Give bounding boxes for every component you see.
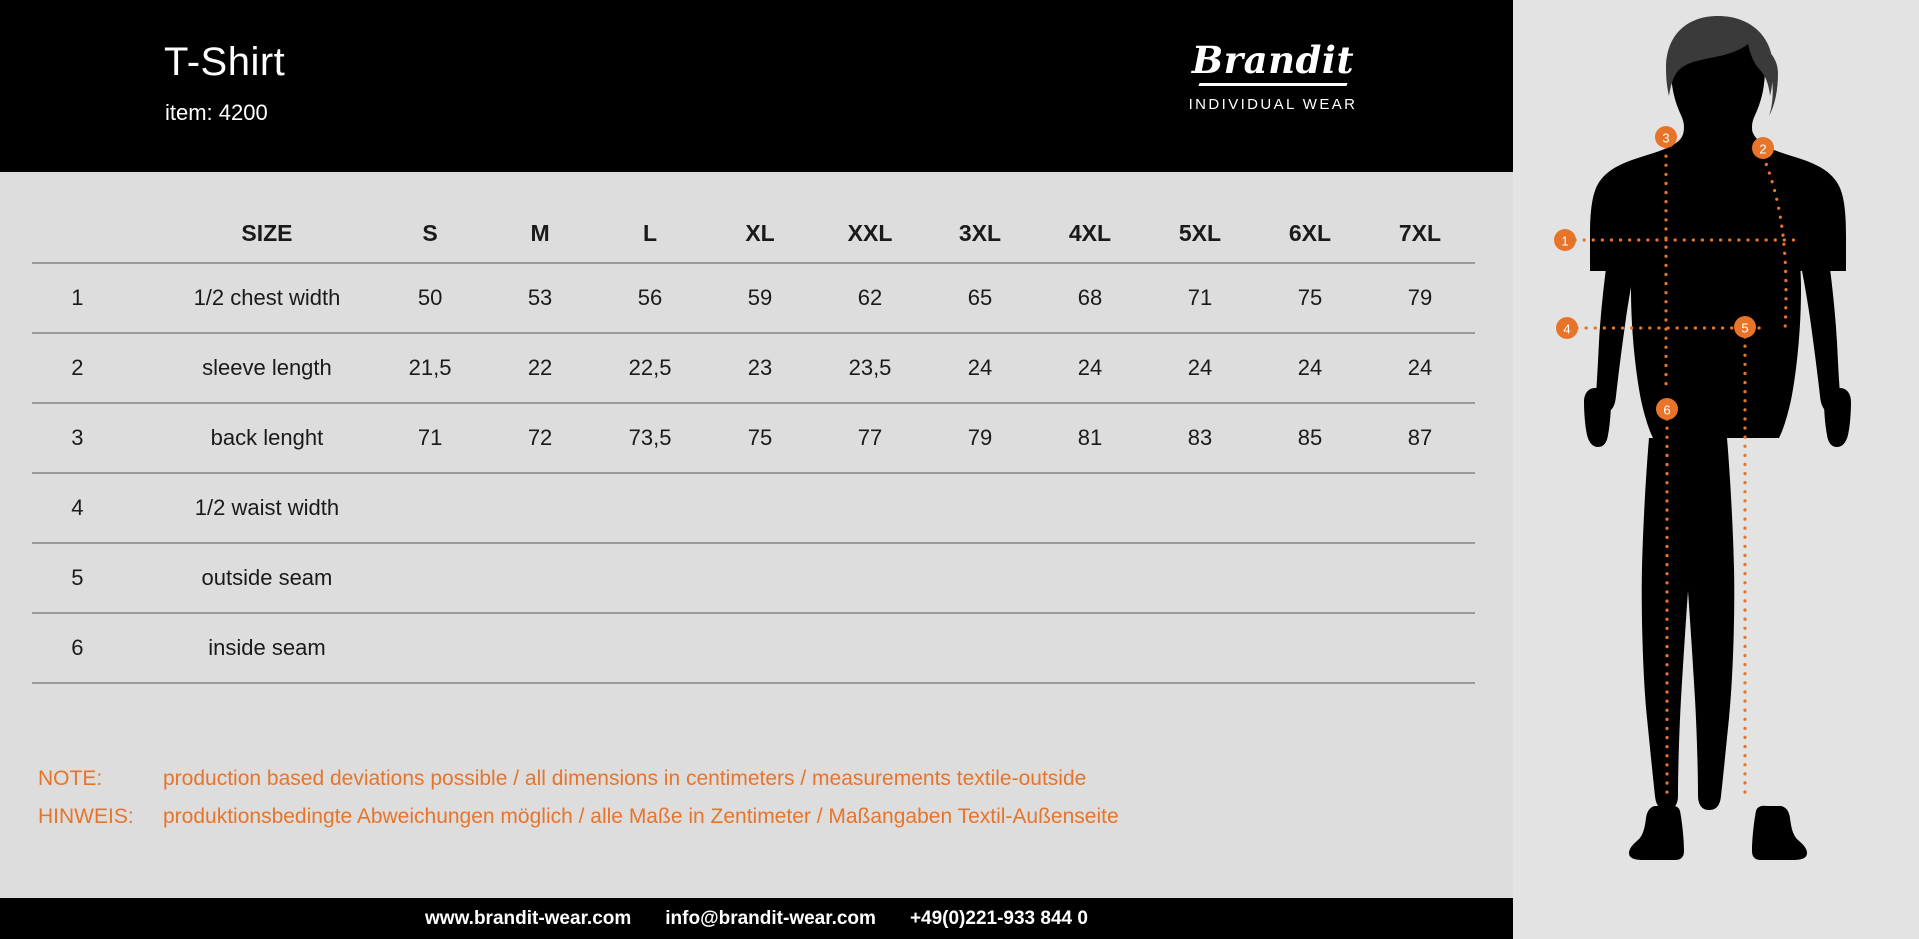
cell-xxl: 23,5 <box>815 333 925 403</box>
header-4xl: 4XL <box>1035 205 1145 263</box>
row-label: 1/2 waist width <box>123 473 375 543</box>
header-bar <box>0 0 1513 172</box>
table-header-row <box>32 205 1475 263</box>
cell-l: 73,5 <box>595 403 705 473</box>
cell-s: 50 <box>375 263 485 333</box>
size-table-header <box>32 205 1475 263</box>
cell-s: 21,5 <box>375 333 485 403</box>
cell-5xl: 71 <box>1145 263 1255 333</box>
cell-6xl: 75 <box>1255 263 1365 333</box>
header-7xl: 7XL <box>1365 205 1475 263</box>
cell-4xl: 81 <box>1035 403 1145 473</box>
header-xl: XL <box>705 205 815 263</box>
cell-3xl: 24 <box>925 333 1035 403</box>
marker-3 <box>1655 126 1677 148</box>
row-index: 4 <box>32 473 123 543</box>
row-index: 1 <box>32 263 123 333</box>
svg-text:6: 6 <box>1663 402 1671 418</box>
marker-1 <box>1554 229 1576 251</box>
cell-m <box>485 473 595 543</box>
cell-l <box>595 613 705 683</box>
cell-s <box>375 613 485 683</box>
cell-6xl: 85 <box>1255 403 1365 473</box>
cell-s <box>375 473 485 543</box>
cell-7xl: 79 <box>1365 263 1475 333</box>
table-row <box>32 613 1475 683</box>
marker-5 <box>1734 316 1756 338</box>
cell-xxl <box>815 613 925 683</box>
notes-block <box>38 760 1119 836</box>
brand-name: Brandit <box>1191 38 1355 82</box>
cell-6xl <box>1255 473 1365 543</box>
row-index: 6 <box>32 613 123 683</box>
note-row-en <box>38 760 1119 798</box>
brand-underline-decoration <box>1198 83 1347 86</box>
cell-3xl <box>925 543 1035 613</box>
svg-text:4: 4 <box>1563 321 1571 337</box>
note-text-en: production based deviations possible / all dimensions in centimeters / measurements textile-outside <box>163 767 1087 790</box>
cell-3xl: 65 <box>925 263 1035 333</box>
measurement-figure-panel <box>1513 0 1919 939</box>
cell-4xl <box>1035 543 1145 613</box>
marker-4 <box>1556 317 1578 339</box>
cell-7xl: 24 <box>1365 333 1475 403</box>
cell-7xl: 87 <box>1365 403 1475 473</box>
note-key-de: HINWEIS: <box>38 805 134 828</box>
cell-xl: 23 <box>705 333 815 403</box>
svg-text:2: 2 <box>1759 141 1767 157</box>
page-title: T-Shirt <box>164 40 286 84</box>
row-label: outside seam <box>123 543 375 613</box>
table-row <box>32 333 1475 403</box>
cell-6xl <box>1255 613 1365 683</box>
header-3xl: 3XL <box>925 205 1035 263</box>
cell-xl: 75 <box>705 403 815 473</box>
svg-text:3: 3 <box>1662 130 1670 146</box>
header-m: M <box>485 205 595 263</box>
cell-6xl: 24 <box>1255 333 1365 403</box>
cell-l <box>595 543 705 613</box>
cell-xxl <box>815 543 925 613</box>
cell-m <box>485 613 595 683</box>
cell-4xl: 68 <box>1035 263 1145 333</box>
cell-s <box>375 543 485 613</box>
header-index <box>32 205 123 263</box>
header-xxl: XXL <box>815 205 925 263</box>
cell-6xl <box>1255 543 1365 613</box>
item-number: item: 4200 <box>165 100 268 125</box>
header-size: SIZE <box>123 205 375 263</box>
table-row <box>32 543 1475 613</box>
cell-5xl: 83 <box>1145 403 1255 473</box>
table-row <box>32 263 1475 333</box>
table-row <box>32 403 1475 473</box>
row-label: inside seam <box>123 613 375 683</box>
header-6xl: 6XL <box>1255 205 1365 263</box>
cell-5xl <box>1145 613 1255 683</box>
row-label: sleeve length <box>123 333 375 403</box>
cell-4xl <box>1035 613 1145 683</box>
cell-xl <box>705 543 815 613</box>
note-key-en: NOTE: <box>38 767 103 790</box>
brand-tagline: INDIVIDUAL WEAR <box>1188 96 1358 113</box>
cell-m: 53 <box>485 263 595 333</box>
cell-7xl <box>1365 543 1475 613</box>
brand-logo <box>1123 38 1423 113</box>
cell-xl: 59 <box>705 263 815 333</box>
cell-3xl: 79 <box>925 403 1035 473</box>
note-row-de <box>38 798 1119 836</box>
cell-4xl <box>1035 473 1145 543</box>
row-index: 3 <box>32 403 123 473</box>
cell-7xl <box>1365 613 1475 683</box>
footer-bar <box>0 898 1513 939</box>
footer-email[interactable]: info@brandit-wear.com <box>665 907 876 929</box>
row-label: back lenght <box>123 403 375 473</box>
cell-l <box>595 473 705 543</box>
cell-3xl <box>925 613 1035 683</box>
cell-3xl <box>925 473 1035 543</box>
cell-s: 71 <box>375 403 485 473</box>
cell-m: 22 <box>485 333 595 403</box>
cell-7xl <box>1365 473 1475 543</box>
size-table-body <box>32 263 1475 683</box>
cell-xl <box>705 613 815 683</box>
cell-4xl: 24 <box>1035 333 1145 403</box>
body-silhouette <box>1584 16 1851 860</box>
cell-xl <box>705 473 815 543</box>
header-s: S <box>375 205 485 263</box>
cell-l: 22,5 <box>595 333 705 403</box>
marker-2 <box>1752 137 1774 159</box>
size-table <box>32 205 1475 684</box>
cell-5xl: 24 <box>1145 333 1255 403</box>
cell-xxl: 77 <box>815 403 925 473</box>
svg-text:5: 5 <box>1741 320 1749 336</box>
table-row <box>32 473 1475 543</box>
cell-m <box>485 543 595 613</box>
cell-xxl: 62 <box>815 263 925 333</box>
cell-5xl <box>1145 543 1255 613</box>
cell-xxl <box>815 473 925 543</box>
svg-text:1: 1 <box>1561 233 1569 249</box>
row-index: 5 <box>32 543 123 613</box>
note-text-de: produktionsbedingte Abweichungen möglich / alle Maße in Zentimeter / Maßangaben Textil-Außenseite <box>163 805 1119 828</box>
cell-l: 56 <box>595 263 705 333</box>
header-5xl: 5XL <box>1145 205 1255 263</box>
marker-6 <box>1656 398 1678 420</box>
header-l: L <box>595 205 705 263</box>
row-label: 1/2 chest width <box>123 263 375 333</box>
footer-phone: +49(0)221-933 844 0 <box>909 907 1088 929</box>
row-index: 2 <box>32 333 123 403</box>
body-figure-svg <box>1513 0 1919 939</box>
cell-m: 72 <box>485 403 595 473</box>
footer-website[interactable]: www.brandit-wear.com <box>425 907 632 929</box>
cell-5xl <box>1145 473 1255 543</box>
